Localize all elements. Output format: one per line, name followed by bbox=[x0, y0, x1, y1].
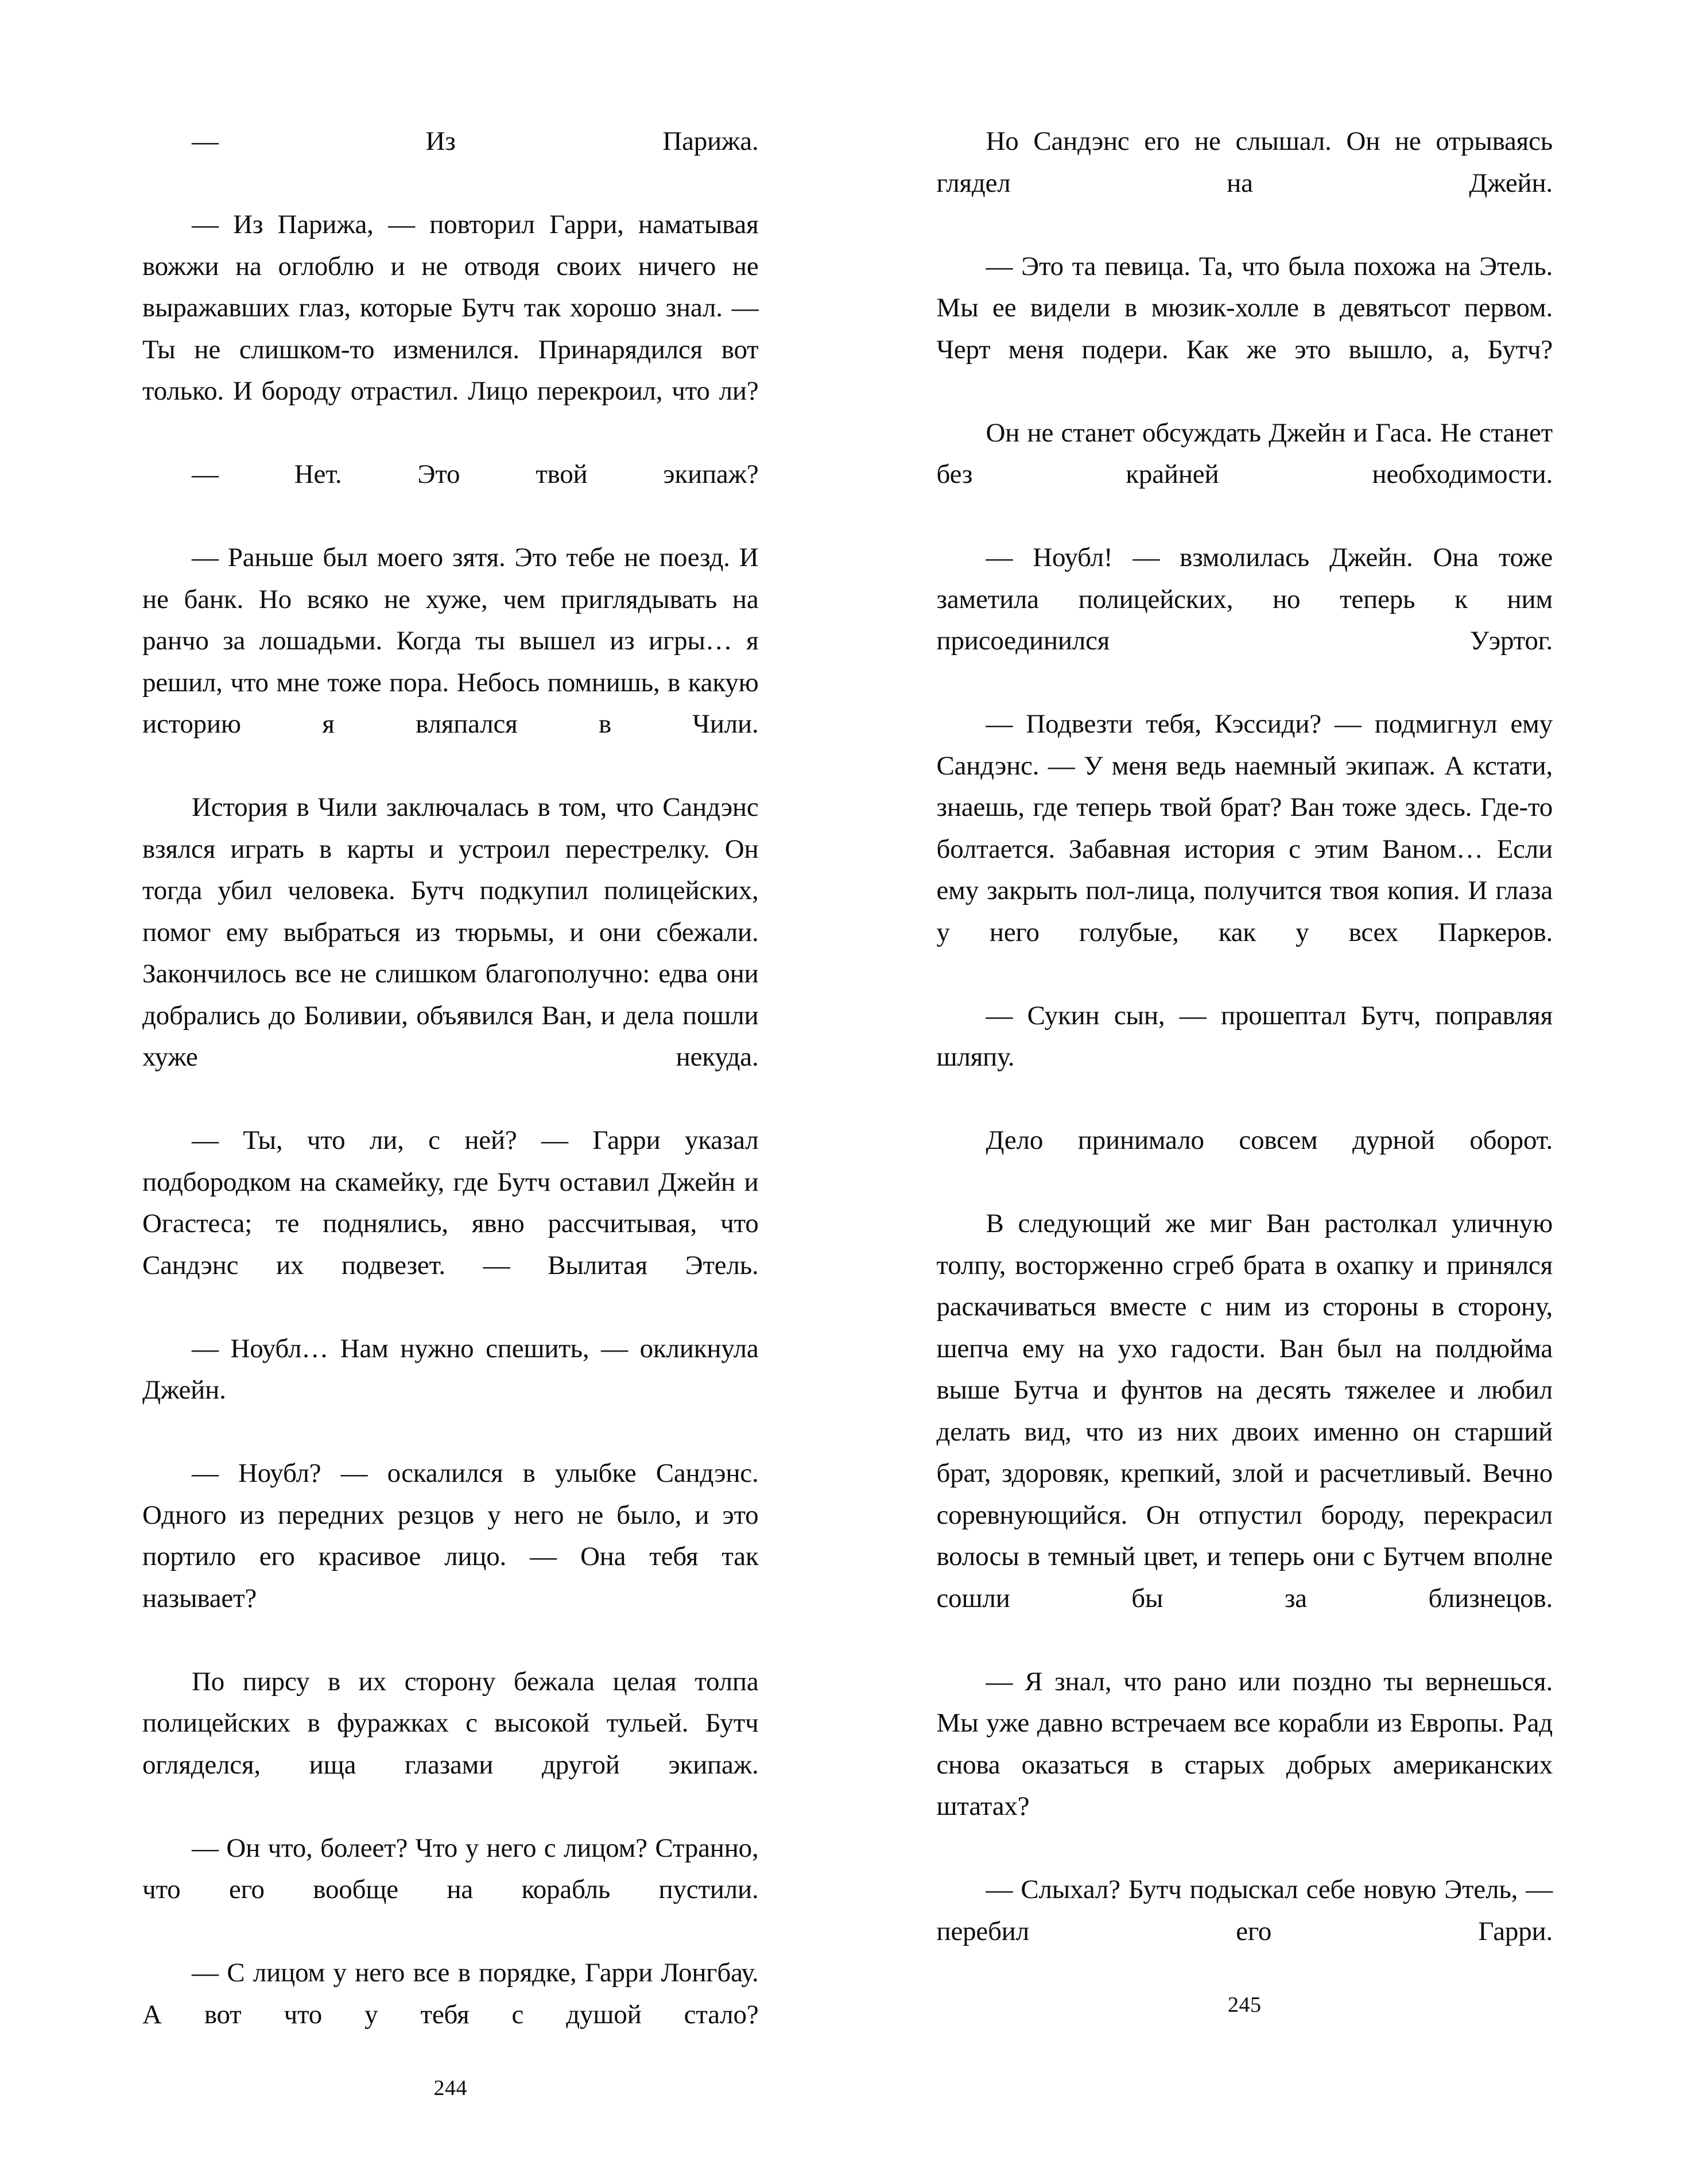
paragraph: — Из Парижа. bbox=[142, 121, 759, 204]
paragraph: — Из Парижа, — повторил Гарри, наматывая вожжи на оглоблю и не отводя своих ничего не выражавших глаз, которые Бутч так хорошо знал. — Ты не слишком-то изменился. Принарядился вот только. И бороду отрастил. Лицо перекроил, что ли? bbox=[142, 204, 759, 454]
paragraph: — Я знал, что рано или поздно ты вернешься. Мы уже давно встречаем все корабли из Европы. Рад снова оказаться в старых добрых американских штатах? bbox=[937, 1661, 1553, 1869]
paragraph: — Ноубл! — взмолилась Джейн. Она тоже заметила полицейских, но теперь к ним присоединился Уэртог. bbox=[937, 537, 1553, 703]
page-number-left: 244 bbox=[142, 2077, 759, 2184]
text-column-right bbox=[937, 121, 1553, 1994]
paragraph: — Это та певица. Та, что была похожа на Этель. Мы ее видели в мюзик-холле в девятьсот первом. Черт меня подери. Как же это вышло, а, Бутч? bbox=[937, 246, 1553, 412]
paragraph: — Подвезти тебя, Кэссиди? — подмигнул ему Сандэнс. — У меня ведь наемный экипаж. А кстати, знаешь, где теперь твой брат? Ван тоже здесь. Где-то болтается. Забавная история с этим Ваном… Если ему закрыть пол-лица, получится твоя копия. И глаза у него голубые, как у всех Паркеров. bbox=[937, 703, 1553, 995]
paragraph: — Он что, болеет? Что у него с лицом? Странно, что его вообще на корабль пустили. bbox=[142, 1827, 759, 1953]
text-column-left bbox=[142, 121, 759, 2077]
paragraph: История в Чили заключалась в том, что Сандэнс взялся играть в карты и устроил перестрелку. Он тогда убил человека. Бутч подкупил полицейских, помог ему выбраться из тюрьмы, и они сбежали. Закончилось все не слишком благополучно: едва они добрались до Боливии, объявился Ван, и дела пошли хуже некуда. bbox=[142, 787, 759, 1120]
paragraph: — Раньше был моего зятя. Это тебе не поезд. И не банк. Но всяко не хуже, чем приглядывать на ранчо за лошадьми. Когда ты вышел из игры… я решил, что мне тоже пора. Небось помнишь, в какую историю я вляпался в Чили. bbox=[142, 537, 759, 787]
page-left bbox=[0, 0, 848, 1356]
paragraph: Он не станет обсуждать Джейн и Гаса. Не станет без крайней необходимости. bbox=[937, 412, 1553, 537]
paragraph: Но Сандэнс его не слышал. Он не отрываясь глядел на Джейн. bbox=[937, 121, 1553, 246]
page-right bbox=[848, 0, 1695, 1356]
paragraph: По пирсу в их сторону бежала целая толпа полицейских в фуражках с высокой тульей. Бутч огляделся, ища глазами другой экипаж. bbox=[142, 1661, 759, 1827]
page-number-right: 245 bbox=[937, 1994, 1553, 2101]
paragraph: — С лицом у него все в порядке, Гарри Лонгбау. А вот что у тебя с душой стало? bbox=[142, 1952, 759, 2077]
paragraph: В следующий же миг Ван растолкал уличную толпу, восторженно сгреб брата в охапку и принялся раскачиваться вместе с ним из стороны в сторону, шепча ему на ухо гадости. Ван был на полдюйма выше Бутча и фунтов на десять тяжелее и любил делать вид, что из них двоих именно он старший брат, здоровяк, крепкий, злой и расчетливый. Вечно соревнующийся. Он отпустил бороду, перекрасил волосы в темный цвет, и теперь они с Бутчем вполне сошли бы за близнецов. bbox=[937, 1203, 1553, 1661]
paragraph: — Сукин сын, — прошептал Бутч, поправляя шляпу. bbox=[937, 995, 1553, 1120]
paragraph: — Ноубл? — оскалился в улыбке Сандэнс. Одного из передних резцов у него не было, и это портило его красивое лицо. — Она тебя так называет? bbox=[142, 1453, 759, 1661]
paragraph: — Ты, что ли, с ней? — Гарри указал подбородком на скамейку, где Бутч оставил Джейн и Огастеса; те поднялись, явно рассчитывая, что Сандэнс их подвезет. — Вылитая Этель. bbox=[142, 1120, 759, 1328]
paragraph: — Слыхал? Бутч подыскал себе новую Этель, — перебил его Гарри. bbox=[937, 1869, 1553, 1994]
paragraph: — Ноубл… Нам нужно спешить, — окликнула Джейн. bbox=[142, 1328, 759, 1453]
paragraph: Дело принимало совсем дурной оборот. bbox=[937, 1120, 1553, 1203]
paragraph: — Нет. Это твой экипаж? bbox=[142, 454, 759, 537]
